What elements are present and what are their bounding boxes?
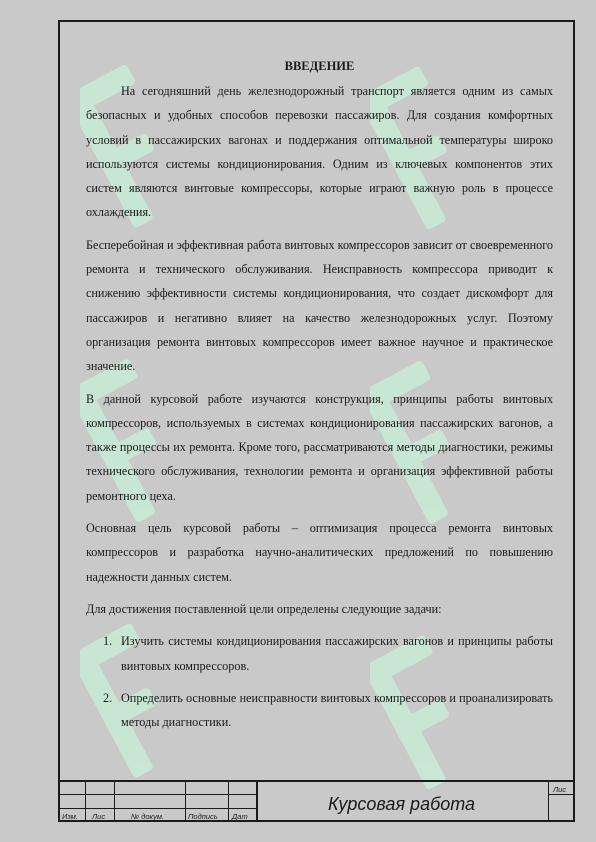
stamp-label-podpis: Подпись — [188, 812, 218, 821]
stamp-line — [228, 780, 229, 822]
stamp-line — [256, 780, 258, 822]
document-body — [86, 58, 553, 742]
title-block-stamp — [58, 780, 575, 822]
stamp-line — [548, 780, 549, 822]
paragraph: Бесперебойная и эффективная работа винтовых компрессоров зависит от своевременного ремонта и технического обслуживания. Неисправность компрессора приводит к снижению эффективности системы кондиционирования, что создает дискомфорт для пассажиров и негативно влияет на качество железнодорожных услуг. Поэтому организация ремонта винтовых компрессоров имеет важное научное и практическое значение. — [86, 237, 553, 374]
paragraph: Основная цель курсовой работы – оптимизация процесса ремонта винтовых компрессоров и разработка научно-аналитических предложений по повышению надежности данных систем. — [86, 521, 553, 584]
stamp-label-izm: Изм. — [62, 812, 78, 821]
list-item — [86, 686, 553, 735]
stamp-line — [58, 794, 256, 795]
stamp-line — [548, 794, 575, 795]
list-item — [86, 629, 553, 678]
list-item-number: 1. — [103, 634, 113, 649]
list-item-text: Изучить системы кондиционирования пассажирских вагонов и принципы работы винтовых компрессоров. — [121, 634, 553, 673]
stamp-line — [114, 780, 115, 822]
stamp-label-dat: Дат — [232, 812, 248, 821]
paragraph: Для достижения поставленной цели определены следующие задачи: — [86, 601, 442, 616]
paragraph: В данной курсовой работе изучаются конструкция, принципы работы винтовых компрессоров, используемых в системах кондиционирования пассажирских вагонов, а также процессы их ремонта. Кроме того, рассматриваются методы диагностики, режимы технического обслуживания, технологии ремонта и организация эффективной работы ремонтного цеха. — [86, 391, 553, 503]
list-item-text: Определить основные неисправности винтовых компрессоров и проанализировать методы диагностики. — [121, 690, 553, 730]
stamp-line — [58, 808, 256, 809]
stamp-label-lis: Лис — [92, 812, 106, 821]
stamp-document-title: Курсовая работа — [328, 794, 476, 814]
stamp-line — [58, 780, 575, 782]
stamp-sheet-label: Лис — [553, 785, 567, 794]
section-title: ВВЕДЕНИЕ — [284, 59, 355, 73]
stamp-label-dokum: № докум. — [131, 812, 165, 821]
list-item-number: 2. — [103, 690, 113, 705]
paragraph: На сегодняшний день железнодорожный транспорт является одним из самых безопасных и удобных способов перевозки пассажиров. Для создания комфортных условий в пассажирских вагонах и поддержания оптимальной температуры широко используются системы кондиционирования. Одним из ключевых компонентов этих систем являются винтовые компрессоры, которые играют важную роль в процессе охлаждения. — [86, 84, 553, 220]
stamp-line — [85, 780, 86, 822]
stamp-line — [185, 780, 186, 822]
task-list — [86, 629, 553, 734]
